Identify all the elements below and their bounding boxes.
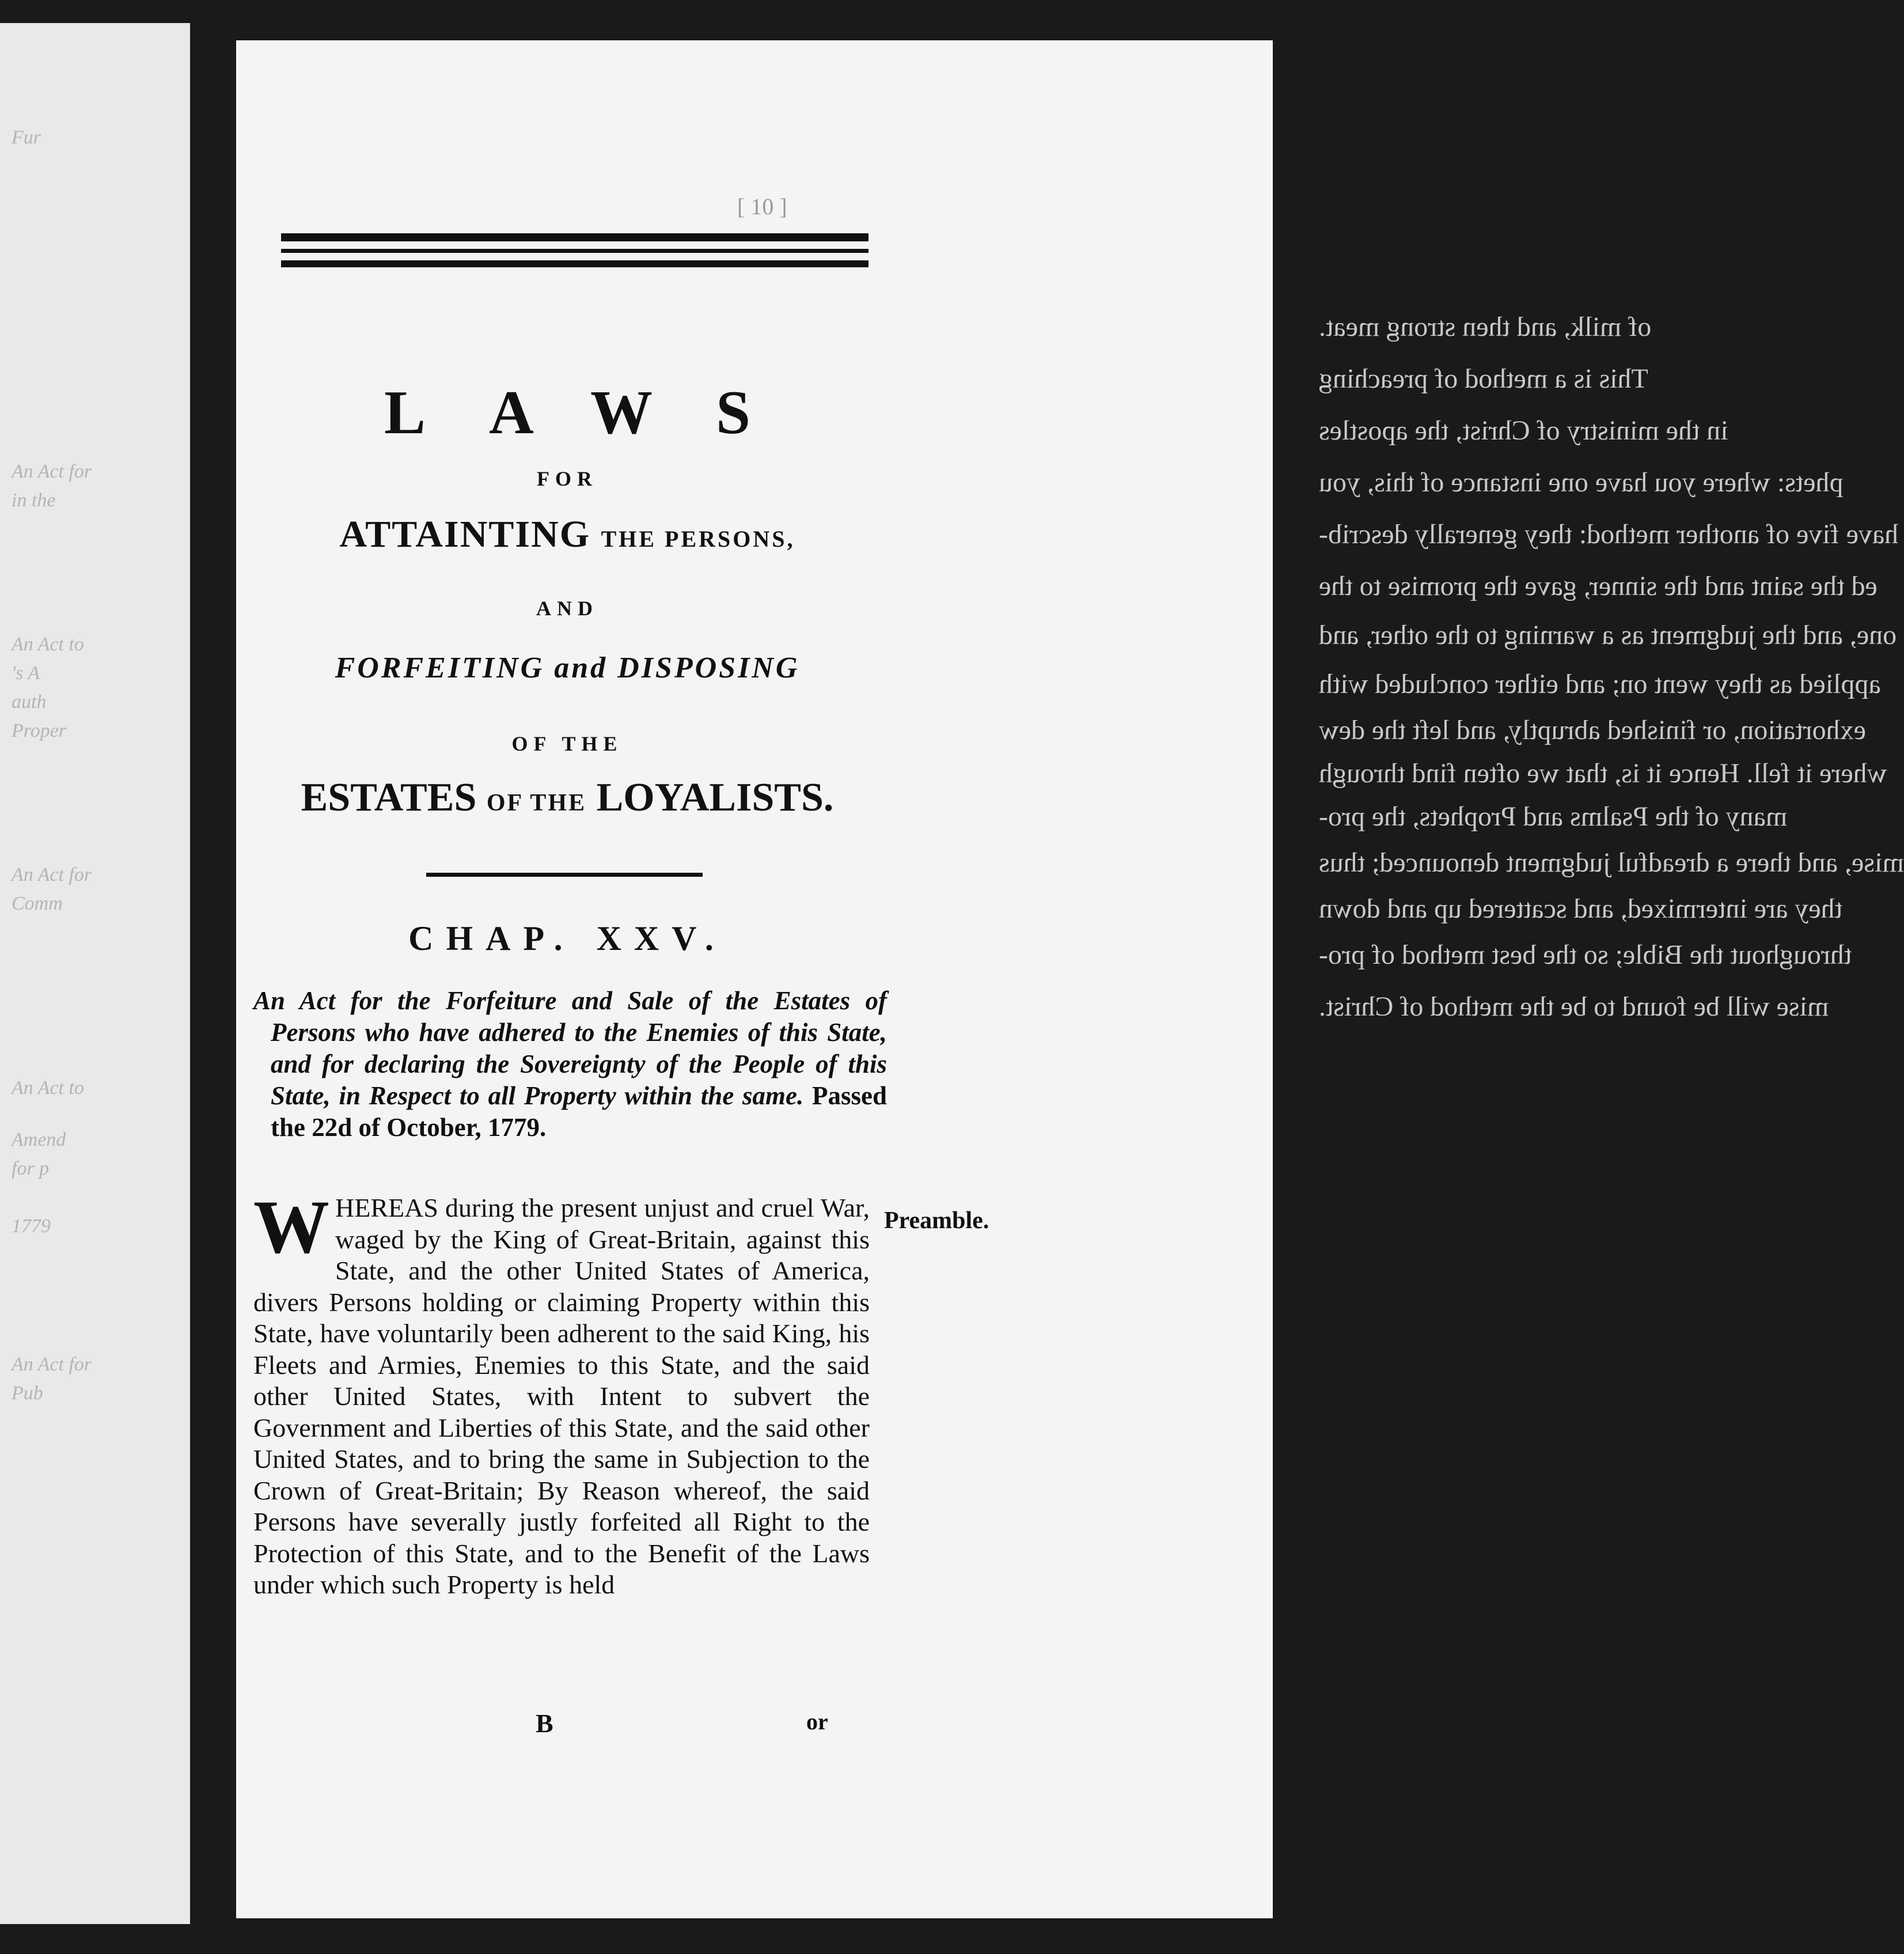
bleed-line: many of the Psalms and Prophets, the pro- bbox=[1319, 801, 1788, 832]
bleed-line: ed the saint and the sinner, gave the promise to the bbox=[1319, 571, 1878, 601]
book-gutter bbox=[190, 23, 236, 1924]
ghost-text: An Act to bbox=[12, 634, 84, 655]
ghost-text: 1779 bbox=[12, 1215, 51, 1237]
title-laws: LAWS bbox=[384, 378, 814, 447]
bleed-line: exhortation, or finished abruptly, and left the dew bbox=[1319, 715, 1866, 745]
ghost-text: auth bbox=[12, 691, 47, 713]
facing-page bbox=[0, 23, 190, 1924]
ghost-text: An Act for bbox=[12, 461, 92, 482]
header-rules bbox=[281, 233, 868, 275]
body-paragraph: HEREAS during the present unjust and cruel War, waged by the King of Great-Britain, against this State, and the other United States of America, divers Persons holding or claiming Property within this State, have voluntarily been adherent to the said King, his Fleets and Armies, Enemies to this State, and the said other United States, with Intent to subvert the Government and Liberties of this State, and the said other United States, and to bring the same in Subjection to the Crown of Great-Britain; By Reason whereof, the said Persons have severally justly forfeited all Right to the Protection of this State, and to the Benefit of the Laws under which such Property is held bbox=[253, 1193, 870, 1599]
title-of-the: OF THE bbox=[511, 732, 623, 755]
ghost-text: for p bbox=[12, 1158, 50, 1179]
body-text bbox=[253, 1184, 870, 1601]
margin-note-preamble: Preamble. bbox=[884, 1207, 989, 1234]
title-estates-main: ESTATES bbox=[301, 775, 477, 820]
bleed-line: have five of another method: they generally describ- bbox=[1319, 519, 1899, 550]
page-content bbox=[236, 40, 1273, 1918]
bleed-line: mise, and there a dreadful judgment denounced; thus bbox=[1319, 847, 1904, 878]
bleed-line: where it fell. Hence it is, that we often find through bbox=[1319, 758, 1887, 789]
page-number: [ 10 ] bbox=[737, 194, 787, 219]
title-for: FOR bbox=[537, 467, 598, 490]
drop-cap: W bbox=[253, 1184, 329, 1269]
scanned-page bbox=[236, 40, 1904, 1918]
ghost-text: Fur bbox=[12, 127, 41, 148]
title-and: AND bbox=[536, 597, 598, 620]
bleed-line: mise will be found to be the method of Christ. bbox=[1319, 991, 1829, 1022]
ghost-text: Amend bbox=[12, 1129, 66, 1150]
ghost-text: Pub bbox=[12, 1383, 43, 1404]
chapter-heading: CHAP. XXV. bbox=[408, 919, 726, 957]
title-attainting-main: ATTAINTING bbox=[339, 513, 591, 555]
bleed-line: throughout the Bible; so the best method of pro- bbox=[1319, 940, 1852, 970]
title-divider bbox=[426, 873, 703, 877]
catchword: or bbox=[806, 1709, 828, 1735]
title-attainting bbox=[236, 513, 898, 556]
bleed-line: one, and the judgment as a warning to the other, and bbox=[1319, 620, 1897, 650]
bleed-line: This is a method of preaching bbox=[1319, 363, 1648, 394]
bleed-line: in the ministry of Christ, the apostles bbox=[1319, 415, 1728, 446]
title-loyalists: LOYALISTS. bbox=[596, 775, 834, 820]
signature-mark: B bbox=[536, 1709, 553, 1738]
bleed-line: applied as they went on; and either concluded with bbox=[1319, 669, 1881, 699]
title-estates-small: OF THE bbox=[486, 790, 587, 816]
ghost-text: Comm bbox=[12, 893, 63, 914]
ghost-text: An Act for bbox=[12, 864, 92, 885]
act-passed-date: Passed the 22d of October, 1779. bbox=[271, 1081, 887, 1142]
ghost-text: Proper bbox=[12, 720, 67, 741]
title-attainting-small: THE PERSONS, bbox=[601, 526, 795, 552]
ghost-text: An Act to bbox=[12, 1077, 84, 1099]
bleed-line: of milk, and then strong meat. bbox=[1319, 312, 1652, 342]
act-summary-text: An Act for the Forfeiture and Sale of the Estates of Persons who have adhered to the Enemies of this State, and for declaring the Sovereignty of the People of this State, in Respect to all Property within the same. bbox=[253, 986, 887, 1110]
title-estates bbox=[236, 775, 898, 821]
ghost-text: An Act for bbox=[12, 1354, 92, 1375]
bleed-line: they are intermixed, and scattered up and down bbox=[1319, 893, 1842, 924]
act-summary bbox=[253, 985, 887, 1143]
bleed-line: phets: where you have one instance of this, you bbox=[1319, 467, 1844, 498]
ghost-text: in the bbox=[12, 490, 56, 511]
title-forfeiting: FORFEITING and DISPOSING bbox=[335, 652, 800, 684]
ghost-text: 's A bbox=[12, 662, 40, 684]
